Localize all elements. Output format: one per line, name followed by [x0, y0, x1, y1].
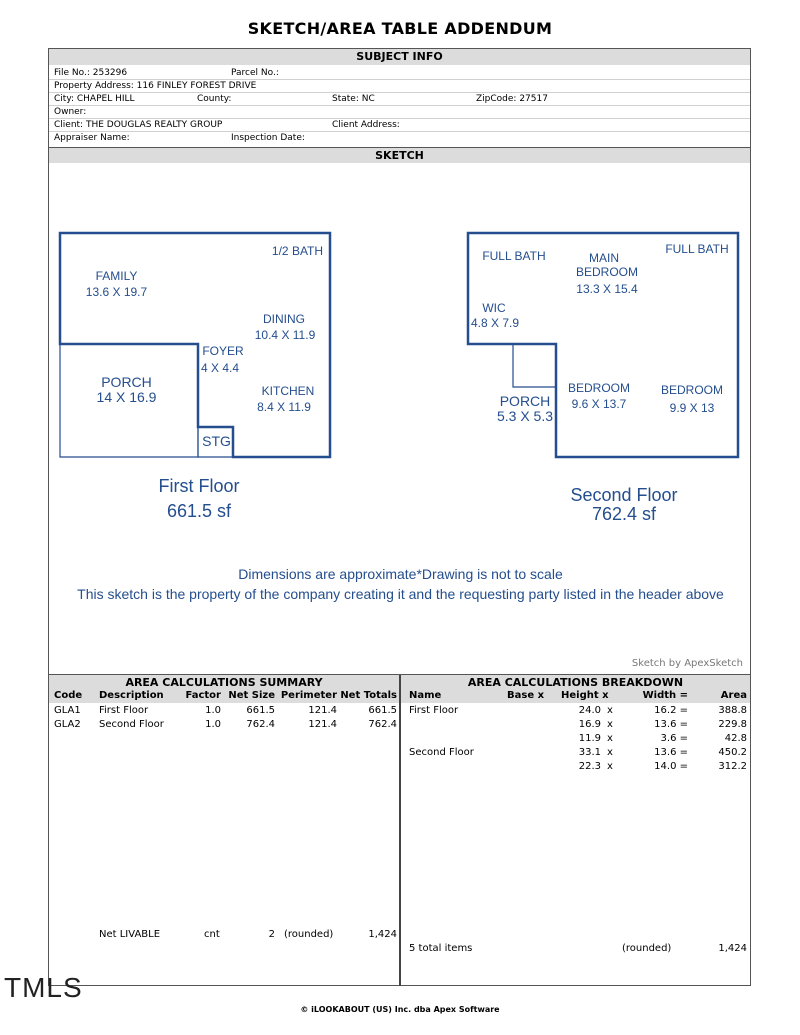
row-perimeter: 121.4	[308, 705, 337, 716]
room-porch: PORCH	[101, 374, 152, 390]
row-height: 16.9	[578, 719, 601, 730]
room-full-bath-left: FULL BATH	[482, 249, 546, 263]
summary-title: AREA CALCULATIONS SUMMARY	[125, 676, 323, 689]
copyright: © iLOOKABOUT (US) Inc. dba Apex Software	[300, 1005, 500, 1014]
zipcode: ZipCode: 27517	[476, 94, 548, 104]
sketch-note-dimensions: Dimensions are approximate*Drawing is not to scale	[238, 566, 563, 582]
addendum-frame	[48, 48, 751, 986]
net-livable-total: 1,424	[368, 929, 397, 940]
row-factor: 1.0	[205, 705, 221, 716]
row-area: 312.2	[718, 761, 747, 772]
row-x: x	[607, 761, 613, 772]
room-family: FAMILY	[95, 269, 138, 283]
room-half-bath: 1/2 BATH	[271, 244, 324, 258]
room-bedroom-3: BEDROOM	[660, 383, 723, 397]
watermark-logo: TMLS	[4, 972, 83, 1003]
first-floor-outline	[60, 233, 330, 457]
col-perimeter: Perimeter	[280, 690, 337, 701]
breakdown-header	[401, 675, 750, 703]
row-x: x	[607, 733, 613, 744]
room-family-dim: 13.6 X 19.7	[85, 285, 148, 299]
state: State: NC	[332, 94, 375, 104]
county: County:	[197, 94, 232, 104]
room-storage: STG	[202, 433, 231, 449]
breakdown-title: AREA CALCULATIONS BREAKDOWN	[467, 676, 684, 689]
row-width: 13.6 =	[654, 747, 688, 758]
room-porch-dim: 14 X 16.9	[96, 389, 157, 405]
room-bedroom-3-dim: 9.9 X 13	[669, 401, 715, 415]
row-x: x	[607, 719, 613, 730]
second-floor-porch-outline	[513, 344, 556, 387]
room-upper-porch: PORCH	[499, 393, 551, 409]
room-full-bath-right: FULL BATH	[665, 242, 729, 256]
row-area: 450.2	[718, 747, 747, 758]
room-wic-dim: 4.8 X 7.9	[470, 316, 520, 330]
sketch-note-property: This sketch is the property of the company creating it and the requesting party listed in the header above	[77, 586, 724, 602]
row-height: 22.3	[578, 761, 601, 772]
area-calculations	[49, 674, 750, 986]
row-name: First Floor	[409, 705, 459, 716]
col-width: Width =	[642, 690, 688, 701]
first-floor-area: 661.5 sf	[166, 501, 232, 521]
client-address: Client Address:	[332, 120, 400, 130]
row-width: 16.2 =	[654, 705, 688, 716]
row-width: 14.0 =	[654, 761, 688, 772]
room-foyer: FOYER	[202, 344, 244, 358]
row-width: 13.6 =	[654, 719, 688, 730]
rounded-label: (rounded)	[622, 943, 672, 954]
col-net-totals: Net Totals	[340, 690, 397, 701]
room-kitchen-dim: 8.4 X 11.9	[257, 400, 311, 414]
area-summary-table	[49, 675, 401, 986]
appraiser-name: Appraiser Name:	[54, 133, 130, 143]
row-x: x	[607, 747, 613, 758]
row-height: 24.0	[578, 705, 601, 716]
row-description: Second Floor	[99, 719, 164, 730]
city: City: CHAPEL HILL	[54, 94, 135, 104]
col-base: Base x	[507, 690, 545, 701]
col-height: Height x	[561, 690, 609, 701]
room-dining-dim: 10.4 X 11.9	[254, 328, 316, 342]
row-x: x	[607, 705, 613, 716]
row-perimeter: 121.4	[308, 719, 337, 730]
file-no: File No.: 253296	[54, 68, 128, 78]
col-code: Code	[54, 690, 83, 701]
parcel-no: Parcel No.:	[231, 68, 279, 78]
row-net-total: 762.4	[368, 719, 397, 730]
row-code: GLA2	[54, 719, 81, 730]
row-width: 3.6 =	[660, 733, 688, 744]
inspection-date: Inspection Date:	[231, 133, 305, 143]
sketch-credit: Sketch by ApexSketch	[631, 658, 743, 669]
col-factor: Factor	[185, 690, 221, 701]
row-code: GLA1	[54, 705, 81, 716]
row-net-size: 762.4	[246, 719, 275, 730]
row-name: Second Floor	[409, 747, 474, 758]
room-foyer-dim: 4 X 4.4	[200, 361, 240, 375]
row-net-total: 661.5	[368, 705, 397, 716]
row-area: 42.8	[724, 733, 747, 744]
client: Client: THE DOUGLAS REALTY GROUP	[54, 120, 223, 130]
row-height: 33.1	[578, 747, 601, 758]
property-address: Property Address: 116 FINLEY FOREST DRIVE	[54, 81, 257, 91]
room-bedroom-2: BEDROOM	[567, 381, 630, 395]
row-area: 388.8	[718, 705, 747, 716]
col-description: Description	[99, 690, 164, 701]
page-title: SKETCH/AREA TABLE ADDENDUM	[247, 19, 553, 38]
room-dining: DINING	[263, 312, 305, 326]
subject-info-header: SUBJECT INFO	[49, 49, 750, 65]
row-height: 11.9	[578, 733, 601, 744]
area-breakdown-table	[401, 675, 750, 986]
breakdown-total: 1,424	[718, 943, 747, 954]
row-description: First Floor	[99, 705, 149, 716]
room-main-bedroom-line2: BEDROOM	[575, 265, 638, 279]
cnt-label: cnt	[204, 929, 220, 940]
first-floor-label: First Floor	[158, 476, 240, 496]
net-livable-count: 2	[268, 929, 275, 940]
row-area: 229.8	[718, 719, 747, 730]
net-livable-label: Net LIVABLE	[99, 929, 161, 940]
sketch-header: SKETCH	[49, 147, 750, 163]
room-wic: WIC	[482, 301, 506, 315]
col-name: Name	[409, 690, 442, 701]
room-main-bedroom-line1: MAIN	[589, 251, 619, 265]
room-main-bedroom-dim: 13.3 X 15.4	[576, 282, 638, 296]
room-upper-porch-dim: 5.3 X 5.3	[496, 408, 554, 424]
summary-header	[49, 675, 399, 703]
second-floor-area: 762.4 sf	[591, 504, 657, 524]
total-items-label: 5 total items	[409, 943, 473, 954]
second-floor-label: Second Floor	[570, 485, 678, 505]
row-factor: 1.0	[205, 719, 221, 730]
row-net-size: 661.5	[246, 705, 275, 716]
owner: Owner:	[54, 107, 87, 117]
col-net-size: Net Size	[228, 690, 275, 701]
col-area: Area	[720, 690, 747, 701]
rounded-label: (rounded)	[284, 929, 334, 940]
room-kitchen: KITCHEN	[261, 384, 315, 398]
room-bedroom-2-dim: 9.6 X 13.7	[571, 397, 627, 411]
